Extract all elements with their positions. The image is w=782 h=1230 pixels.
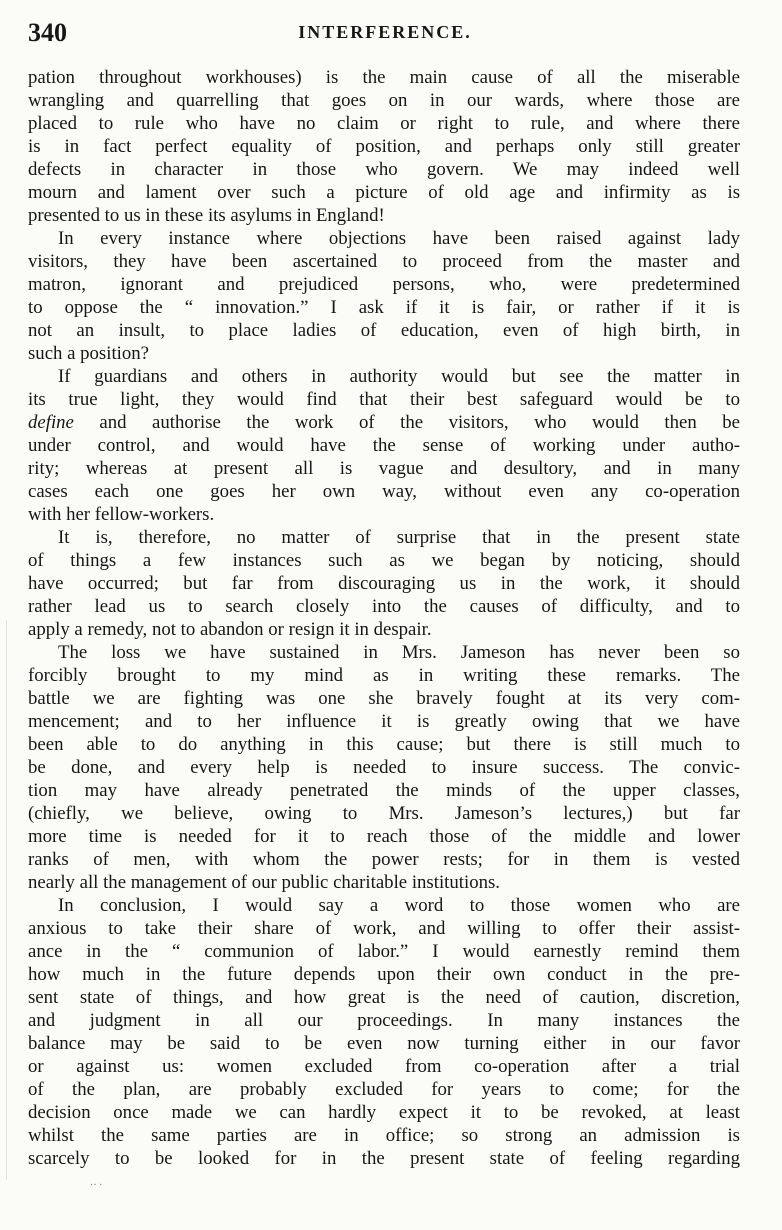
text-line: scarcely to be looked for in the present state of feeling regarding [28, 1148, 740, 1169]
text-line: It is, therefore, no matter of surprise that in the present state [58, 527, 740, 548]
text-line: been able to do anything in this cause; but there is still much to [28, 734, 740, 755]
text-line: battle we are fighting was one she bravely fought at its very com- [28, 688, 740, 709]
text-line: such a position? [28, 343, 150, 364]
text-line: presented to us in these its asylums in England! [28, 205, 385, 226]
text-line: or against us: women excluded from co-operation after a trial [28, 1056, 740, 1077]
text-line: define and authorise the work of the visitors, who would then be [28, 412, 740, 433]
text-line: The loss we have sustained in Mrs. Jameson has never been so [58, 642, 740, 663]
text-line: placed to rule who have no claim or right to rule, and where there [28, 113, 740, 134]
paragraph [28, 894, 740, 1170]
italic-word: define [28, 412, 74, 433]
paragraph [28, 66, 740, 227]
text-line: defects in character in those who govern. We may indeed well [28, 159, 740, 180]
text-line: and judgment in all our proceedings. In many instances the [28, 1010, 740, 1031]
text-line: sent state of things, and how great is the need of caution, discretion, [28, 987, 740, 1008]
text-line: rity; whereas at present all is vague and desultory, and in many [28, 458, 740, 479]
text-line: ance in the “ communion of labor.” I would earnestly remind them [28, 941, 740, 962]
text-line: tion may have already penetrated the minds of the upper classes, [28, 780, 740, 801]
text-line: its true light, they would find that their best safeguard would be to [28, 389, 740, 410]
text-line: with her fellow-workers. [28, 504, 215, 525]
text-line: be done, and every help is needed to insure success. The convic- [28, 757, 740, 778]
paragraph [28, 227, 740, 365]
text-line: If guardians and others in authority would but see the matter in [58, 366, 740, 387]
text-line: matron, ignorant and prejudiced persons, who, were predetermined [28, 274, 740, 295]
paragraph [28, 641, 740, 894]
text-line: is in fact perfect equality of position, and perhaps only still greater [28, 136, 740, 157]
body-text [28, 66, 740, 1170]
text-line: decision once made we can hardly expect it to be revoked, at least [28, 1102, 740, 1123]
footer-marks: ·· · [90, 1180, 103, 1191]
text-line: more time is needed for it to reach those of the middle and lower [28, 826, 740, 847]
running-title: INTERFERENCE. [298, 22, 472, 42]
text-line: of the plan, are probably excluded for years to come; for the [28, 1079, 740, 1100]
text-line: how much in the future depends upon their own conduct in the pre- [28, 964, 740, 985]
text-line: anxious to take their share of work, and willing to offer their assist- [28, 918, 740, 939]
text-line: rather lead us to search closely into the causes of difficulty, and to [28, 596, 740, 617]
text-line: forcibly brought to my mind as in writing these remarks. The [28, 665, 740, 686]
page-header [28, 18, 742, 52]
text-line: not an insult, to place ladies of education, even of high birth, in [28, 320, 740, 341]
page-edge-shadow [6, 620, 7, 1180]
text-line: In conclusion, I would say a word to those women who are [58, 895, 740, 916]
text-line: apply a remedy, not to abandon or resign it in despair. [28, 619, 432, 640]
paragraph [28, 526, 740, 641]
text-line: ranks of men, with whom the power rests; for in them is vested [28, 849, 740, 870]
text-line: balance may be said to be even now turning either in our favor [28, 1033, 740, 1054]
text-line: under control, and would have the sense of working under autho- [28, 435, 740, 456]
text-line: have occurred; but far from discouraging us in the work, it should [28, 573, 740, 594]
text-line: pation throughout workhouses) is the main cause of all the miserable [28, 67, 740, 88]
text-line: wrangling and quarrelling that goes on in our wards, where those are [28, 90, 740, 111]
text-line: of things a few instances such as we began by noticing, should [28, 550, 740, 571]
text-line: to oppose the “ innovation.” I ask if it is fair, or rather if it is [28, 297, 740, 318]
text-line: In every instance where objections have been raised against lady [58, 228, 740, 249]
text-line: mourn and lament over such a picture of old age and infirmity as is [28, 182, 740, 203]
paragraph [28, 365, 740, 526]
page-number: 340 [28, 18, 67, 47]
text-line: (chiefly, we believe, owing to Mrs. Jameson’s lectures,) but far [28, 803, 740, 824]
text-line: mencement; and to her influence it is greatly owing that we have [28, 711, 740, 732]
text-line: visitors, they have been ascertained to proceed from the master and [28, 251, 740, 272]
text-line: cases each one goes her own way, without even any co-operation [28, 481, 740, 502]
text-line: nearly all the management of our public charitable institutions. [28, 872, 500, 893]
text-line: whilst the same parties are in office; so strong an admission is [28, 1125, 740, 1146]
